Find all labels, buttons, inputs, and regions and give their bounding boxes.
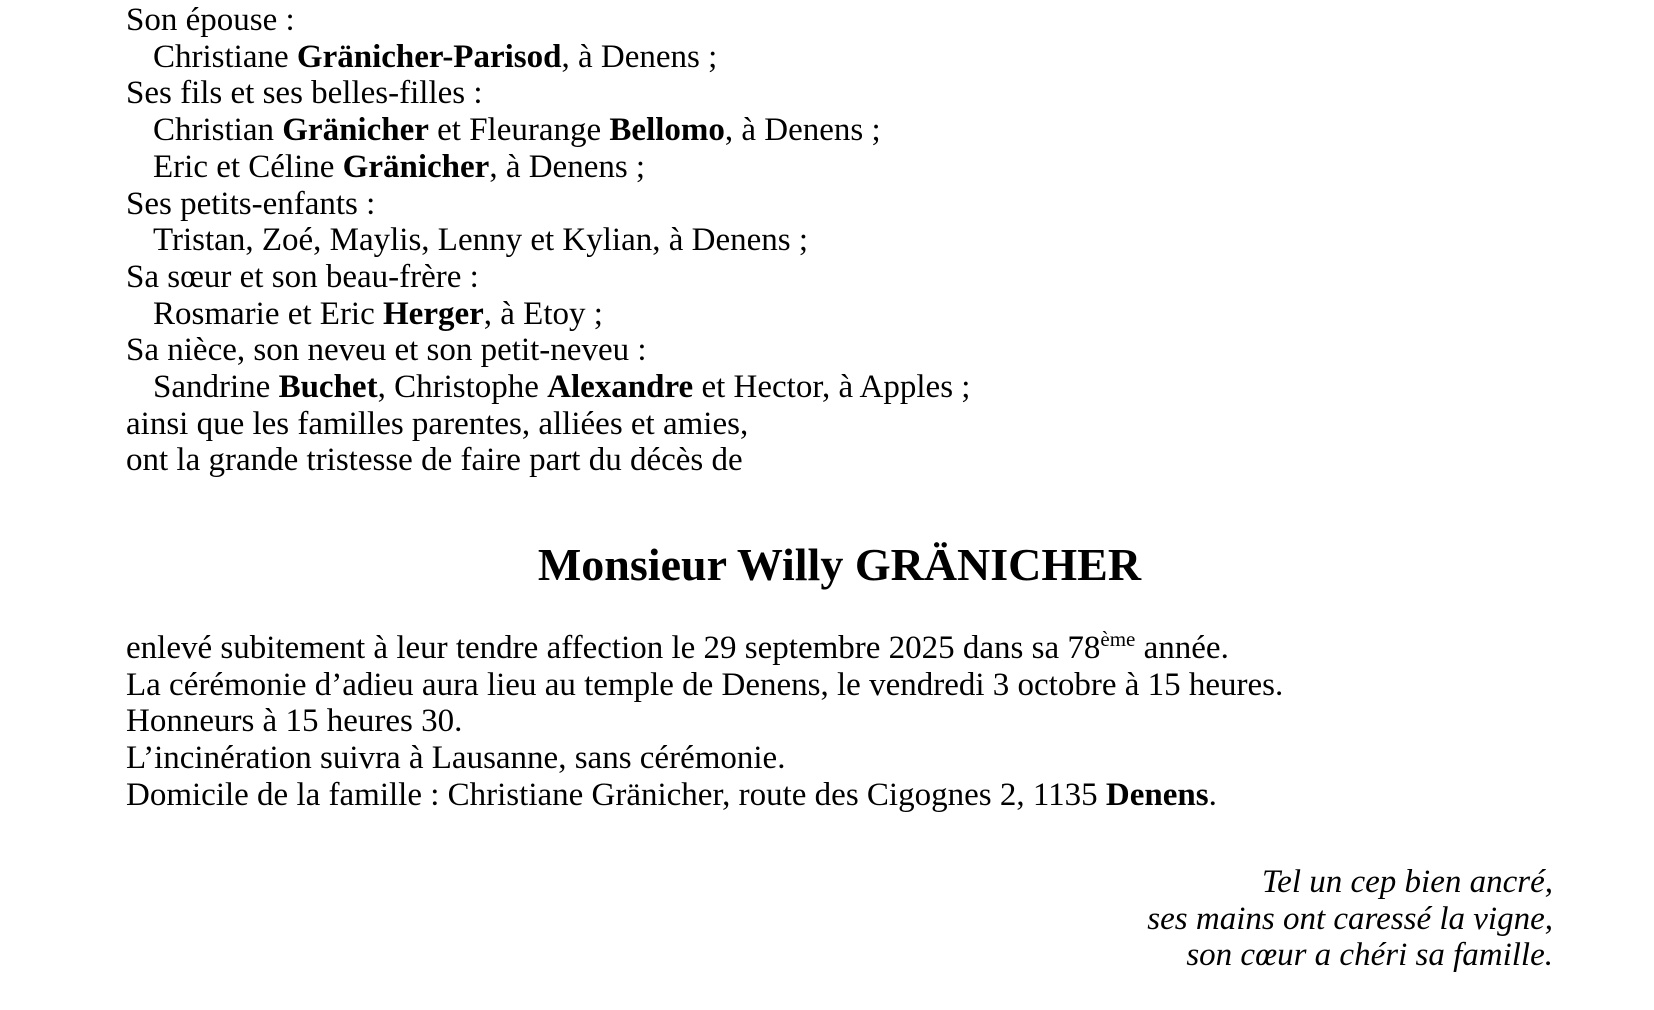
family-list: [126, 2, 970, 479]
family-line: Sa nièce, son neveu et son petit-neveu :: [126, 332, 647, 369]
family-line: Ses fils et ses belles-filles :: [126, 75, 483, 112]
ceremony-line: La cérémonie d’adieu aura lieu au temple de Denens, le vendredi 3 octobre à 15 heures.: [126, 666, 1284, 703]
family-line: Sa sœur et son beau-frère :: [126, 258, 479, 295]
ceremony-line: enlevé subitement à leur tendre affection le 29 septembre 2025 dans sa 78ème année.: [126, 627, 1229, 666]
ceremony-line: Domicile de la famille : Christiane Gränicher, route des Cigognes 2, 1135 Denens.: [126, 776, 1217, 813]
epitaph: [1147, 864, 1553, 974]
deceased-name-section: [126, 539, 1553, 590]
family-line: Tristan, Zoé, Maylis, Lenny et Kylian, à Denens ;: [153, 222, 809, 259]
family-line: ont la grande tristesse de faire part du décès de: [126, 442, 743, 479]
deceased-name-title: Monsieur Willy GRÄNICHER: [537, 539, 1142, 590]
ceremony-line: L’incinération suivra à Lausanne, sans cérémonie.: [126, 740, 786, 777]
family-line: Christiane Gränicher-Parisod, à Denens ;: [153, 38, 718, 75]
ceremony-line: Honneurs à 15 heures 30.: [126, 703, 463, 740]
family-line: Rosmarie et Eric Herger, à Etoy ;: [153, 295, 603, 332]
family-line: Christian Gränicher et Fleurange Bellomo, à Denens ;: [153, 112, 881, 149]
family-line: Son épouse :: [126, 2, 295, 38]
family-line: Eric et Céline Gränicher, à Denens ;: [153, 148, 646, 185]
ceremony-details: [126, 627, 1284, 814]
epitaph-line: ses mains ont caressé la vigne,: [1147, 900, 1553, 937]
family-line: ainsi que les familles parentes, alliées et amies,: [126, 405, 749, 442]
family-line: Ses petits-enfants :: [126, 185, 376, 222]
epitaph-line: son cœur a chéri sa famille.: [1186, 937, 1553, 974]
family-line: Sandrine Buchet, Christophe Alexandre et Hector, à Apples ;: [153, 369, 971, 406]
epitaph-line: Tel un cep bien ancré,: [1261, 864, 1553, 900]
